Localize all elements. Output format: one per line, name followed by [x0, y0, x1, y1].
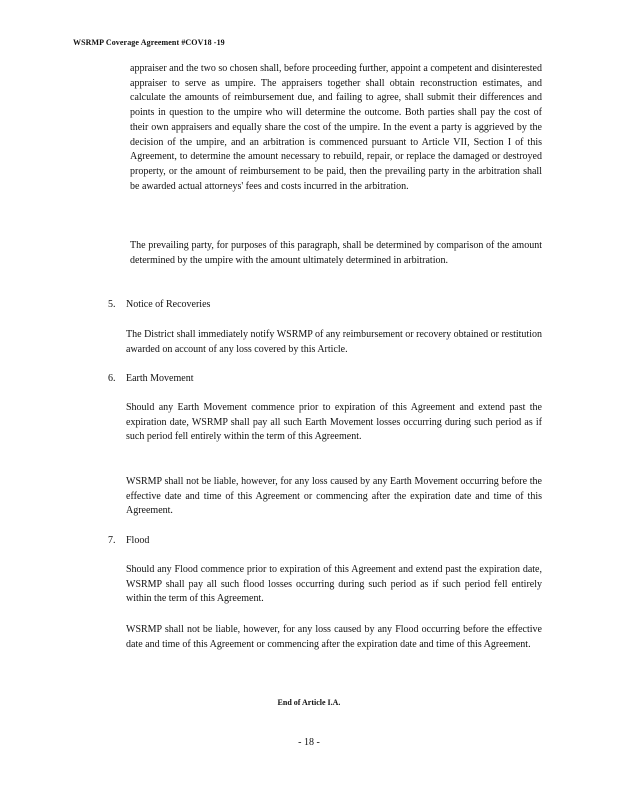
section-number: 5. — [108, 299, 116, 310]
notice-of-recoveries-paragraph: The District shall immediately notify WSRMP of any reimbursement or recovery obtained or restitution awarded on account of any loss covered by this Article. — [126, 329, 542, 355]
section-title: Notice of Recoveries — [126, 299, 211, 310]
flood-paragraph-2: WSRMP shall not be liable, however, for any loss caused by any Flood occurring before the effective date and time of this Agreement or commencing after the expiration date and time of this Agreement. — [126, 624, 542, 650]
earth-movement-paragraph-1: Should any Earth Movement commence prior to expiration of this Agreement and extend past the expiration date, WSRMP shall pay all such Earth Movement losses occurring during such period as if such period fell entirely within the term of this Agreement. — [126, 402, 542, 443]
section-title: Flood — [126, 535, 150, 546]
earth-movement-paragraph-2: WSRMP shall not be liable, however, for any loss caused by any Earth Movement occurring before the effective date and time of this Agreement or commencing after the expiration date and time of this Agreement. — [126, 476, 542, 517]
section-title: Earth Movement — [126, 373, 194, 384]
section-number: 6. — [108, 373, 116, 384]
page-number: - 18 - — [298, 737, 320, 748]
section-number: 7. — [108, 535, 116, 546]
prevailing-party-paragraph: The prevailing party, for purposes of this paragraph, shall be determined by comparison of the amount determined by the umpire with the amount ultimately determined in arbitration. — [130, 240, 542, 266]
flood-paragraph-1: Should any Flood commence prior to expiration of this Agreement and extend past the expiration date, WSRMP shall pay all such flood losses occurring during such period as if such period fell entirely within the term of this Agreement. — [126, 564, 542, 605]
appraisal-paragraph: appraiser and the two so chosen shall, before proceeding further, appoint a competent and disinterested appraiser to serve as umpire. The appraisers together shall obtain reconstruction estimates, and calculate the amounts of reimbursement due, and failing to agree, shall submit their differences and points in question to the umpire who will determine the outcome. Both parties shall pay the cost of their own appraisers and equally share the cost of the umpire. In the event a party is aggrieved by the decision of the umpire, and an arbitration is commenced pursuant to Article VII, Section I of this Agreement, to determine the amount necessary to rebuild, repair, or replace the damaged or destroyed property, or the amount of reimbursement to be paid, then the prevailing party in the arbitration shall be awarded actual attorneys' fees and costs incurred in the arbitration. — [130, 63, 542, 192]
end-of-article: End of Article I.A. — [277, 698, 341, 707]
document-header: WSRMP Coverage Agreement #COV18 -19 — [73, 38, 225, 47]
